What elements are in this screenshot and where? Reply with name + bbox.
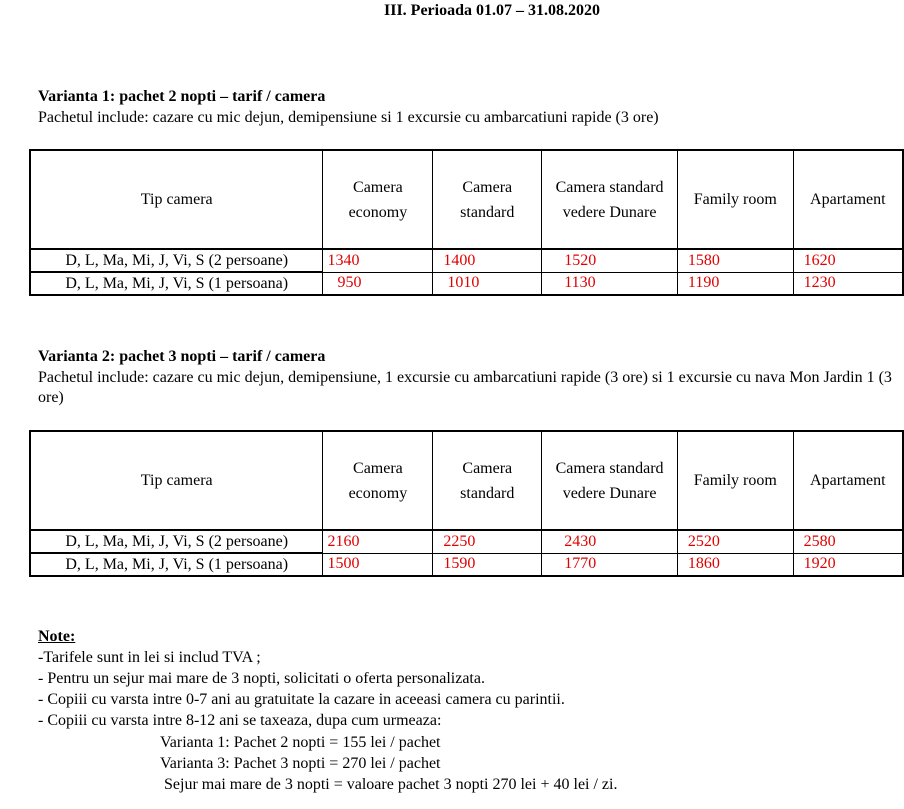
table-header-row: [30, 431, 903, 530]
table-row: [30, 530, 903, 553]
variant-2-rate-table: [29, 430, 904, 577]
price-cell: 2580: [793, 530, 903, 553]
header-cell-family-room: Family room: [677, 431, 793, 530]
note-indented-line: Sejur mai mare de 3 nopti = valoare pachet 3 nopti 270 lei + 40 lei / zi.: [164, 776, 618, 793]
note-line: -Tarifele sunt in lei si includ TVA ;: [38, 649, 261, 666]
price-cell: 1770: [542, 553, 678, 576]
price-cell: 1400: [433, 249, 542, 272]
price-cell: 1010: [433, 272, 542, 295]
price-cell: 1340: [323, 249, 433, 272]
header-cell-standard-danube: Camera standard vedere Dunare: [542, 150, 678, 249]
price-cell: 1590: [433, 553, 542, 576]
variant-1-rate-table: [29, 149, 904, 296]
table-row: [30, 272, 903, 295]
row-label: D, L, Ma, Mi, J, Vi, S (2 persoane): [30, 530, 323, 553]
header-cell-economy: Camera economy: [323, 150, 433, 249]
table-header-row: [30, 150, 903, 249]
variant-2-description: Pachetul include: cazare cu mic dejun, demipensiune, 1 excursie cu ambarcatiuni rapide (3 ore) si 1 excursie cu nava Mon Jardin 1 (3 ore): [38, 369, 892, 406]
price-cell: 1620: [793, 249, 903, 272]
header-cell-standard: Camera standard: [433, 150, 542, 249]
variant-1-heading: Varianta 1: pachet 2 nopti – tarif / camera: [38, 88, 326, 105]
row-label: D, L, Ma, Mi, J, Vi, S (1 persoana): [30, 553, 323, 576]
row-label: D, L, Ma, Mi, J, Vi, S (1 persoana): [30, 272, 323, 295]
price-cell: 2430: [542, 530, 678, 553]
header-cell-standard-danube: Camera standard vedere Dunare: [542, 431, 678, 530]
price-cell: 1520: [542, 249, 678, 272]
note-indented-line: Varianta 3: Pachet 3 nopti = 270 lei / pachet: [160, 755, 441, 772]
price-cell: 1580: [677, 249, 793, 272]
row-label: D, L, Ma, Mi, J, Vi, S (2 persoane): [30, 249, 323, 272]
page-title: III. Perioada 01.07 – 31.08.2020: [384, 2, 600, 19]
header-cell-family-room: Family room: [677, 150, 793, 249]
price-cell: 1500: [323, 553, 433, 576]
price-cell: 950: [323, 272, 433, 295]
table-row: [30, 553, 903, 576]
price-cell: 2520: [677, 530, 793, 553]
note-indented-line: Varianta 1: Pachet 2 nopti = 155 lei / pachet: [160, 734, 441, 751]
note-line: - Copiii cu varsta intre 8-12 ani se taxeaza, dupa cum urmeaza:: [38, 712, 442, 729]
header-cell-room-type: Tip camera: [30, 431, 323, 530]
note-line: - Copiii cu varsta intre 0-7 ani au gratuitate la cazare in aceeasi camera cu parintii.: [38, 691, 565, 708]
price-cell: 2160: [323, 530, 433, 553]
header-cell-apartment: Apartament: [793, 431, 903, 530]
price-cell: 1920: [793, 553, 903, 576]
header-cell-standard: Camera standard: [433, 431, 542, 530]
note-line: - Pentru un sejur mai mare de 3 nopti, solicitati o oferta personalizata.: [38, 670, 485, 687]
variant-2-heading: Varianta 2: pachet 3 nopti – tarif / camera: [38, 348, 326, 365]
price-cell: 2250: [433, 530, 542, 553]
table-row: [30, 249, 903, 272]
header-cell-economy: Camera economy: [323, 431, 433, 530]
header-cell-apartment: Apartament: [793, 150, 903, 249]
header-cell-room-type: Tip camera: [30, 150, 323, 249]
variant-1-description: Pachetul include: cazare cu mic dejun, demipensiune si 1 excursie cu ambarcatiuni rapide (3 ore): [38, 109, 659, 126]
price-cell: 1860: [677, 553, 793, 576]
price-cell: 1230: [793, 272, 903, 295]
price-cell: 1130: [542, 272, 678, 295]
price-cell: 1190: [677, 272, 793, 295]
notes-title: Note:: [38, 628, 76, 645]
